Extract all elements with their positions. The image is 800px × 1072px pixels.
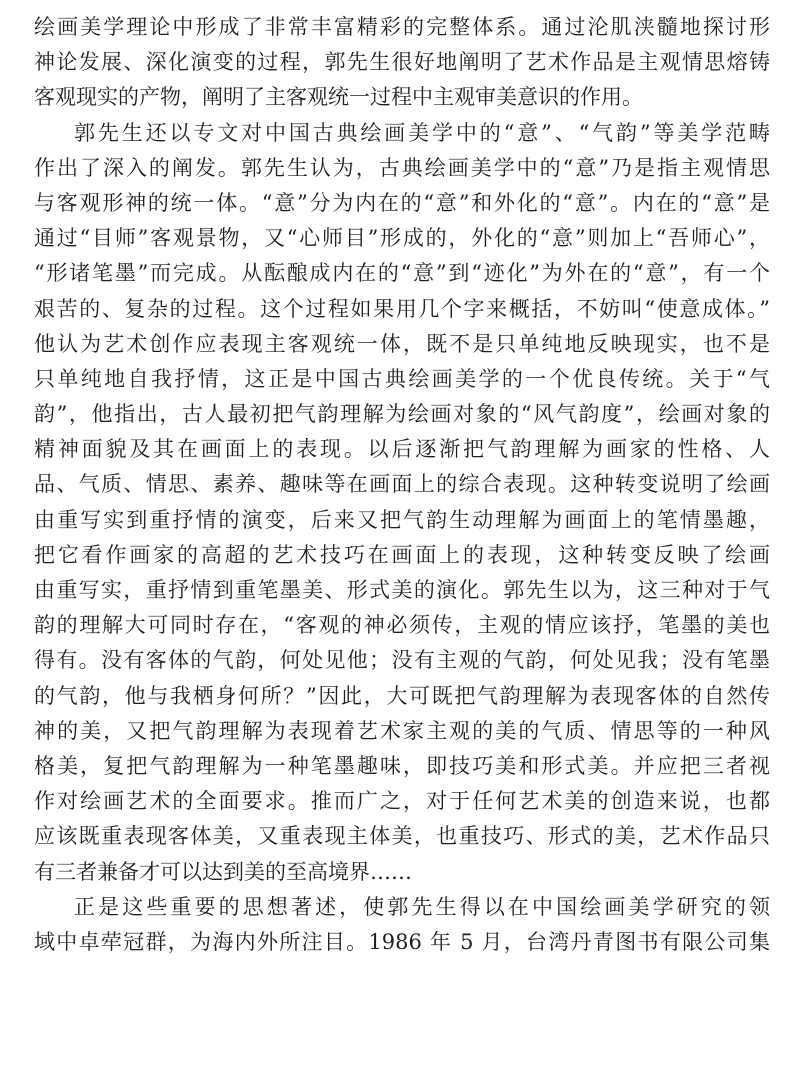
text-line: 艰苦的、复杂的过程。这个过程如果用几个字来概括，不妨叫“使意成体。” xyxy=(34,296,770,321)
text-line: 作对绘画艺术的全面要求。推而广之，对于任何艺术美的创造来说，也都 xyxy=(34,789,770,814)
text-line: 由重写实，重抒情到重笔墨美、形式美的演化。郭先生以为，这三种对于气 xyxy=(34,578,770,602)
text-line: 绘画美学理论中形成了非常丰富精彩的完整体系。通过沦肌浃髓地探讨形 xyxy=(34,15,770,39)
text-line: 韵”，他指出，古人最初把气韵理解为绘画对象的“风气韵度”，绘画对象的 xyxy=(34,402,770,427)
paragraph-start-line: 正是这些重要的思想著述，使郭先生得以在中国绘画美学研究的领 xyxy=(74,894,770,919)
text-line: 与客观形神的统一体。“意”分为内在的“意”和外化的“意”。内在的“意”是 xyxy=(34,190,770,215)
text-line: 他认为艺术创作应表现主客观统一体，既不是只单纯地反映现实，也不是 xyxy=(34,331,770,356)
text-line: 作出了深入的阐发。郭先生认为，古典绘画美学中的“意”乃是指主观情思 xyxy=(34,155,770,180)
document-page xyxy=(34,10,770,1062)
text-line: 神的美，又把气韵理解为表现着艺术家主观的美的气质、情思等的一种风 xyxy=(34,718,770,743)
text-line: 应该既重表现客体美，又重表现主体美，也重技巧、形式的美，艺术作品只 xyxy=(34,824,770,849)
text-line: 的气韵，他与我栖身何所？”因此，大可既把气韵理解为表现客体的自然传 xyxy=(34,683,770,708)
text-line: 只单纯地自我抒情，这正是中国古典绘画美学的一个优良传统。关于“气 xyxy=(34,366,770,391)
text-line: 品、气质、情思、素养、趣味等在画面上的综合表现。这种转变说明了绘画 xyxy=(34,472,770,497)
text-line: 由重写实到重抒情的演变，后来又把气韵生动理解为画面上的笔情墨趣， xyxy=(34,507,770,532)
text-line: 神论发展、深化演变的过程，郭先生很好地阐明了艺术作品是主观情思熔铸 xyxy=(34,50,770,75)
text-line: 精神面貌及其在画面上的表现。以后逐渐把气韵理解为画家的性格、人 xyxy=(34,437,770,462)
paragraph-start-line: 郭先生还以专文对中国古典绘画美学中的“意”、“气韵”等美学范畴 xyxy=(74,120,770,145)
text-line: 把它看作画家的高超的艺术技巧在画面上的表现，这种转变反映了绘画 xyxy=(34,542,770,567)
text-line: 格美，复把气韵理解为一种笔墨趣味，即技巧美和形式美。并应把三者视 xyxy=(34,753,770,778)
text-line: 通过“目师”客观景物，又“心师目”形成的，外化的“意”则加上“吾师心”， xyxy=(34,226,770,251)
text-line: 得有。没有客体的气韵，何处见他；没有主观的气韵，何处见我；没有笔墨 xyxy=(34,648,770,673)
text-line: 有三者兼备才可以达到美的至高境界…… xyxy=(34,859,412,884)
text-line: 韵的理解大可同时存在，“客观的神必须传，主观的情应该抒，笔墨的美也 xyxy=(34,613,770,638)
text-line: 域中卓荦冠群，为海内外所注目。1986 年 5 月，台湾丹青图书有限公司集 xyxy=(34,929,770,954)
text-line: 客观现实的产物，阐明了主客观统一过程中主观审美意识的作用。 xyxy=(34,85,643,110)
text-line: “形诸笔墨”而完成。从酝酿成内在的“意”到“迹化”为外在的“意”，有一个 xyxy=(34,261,770,286)
